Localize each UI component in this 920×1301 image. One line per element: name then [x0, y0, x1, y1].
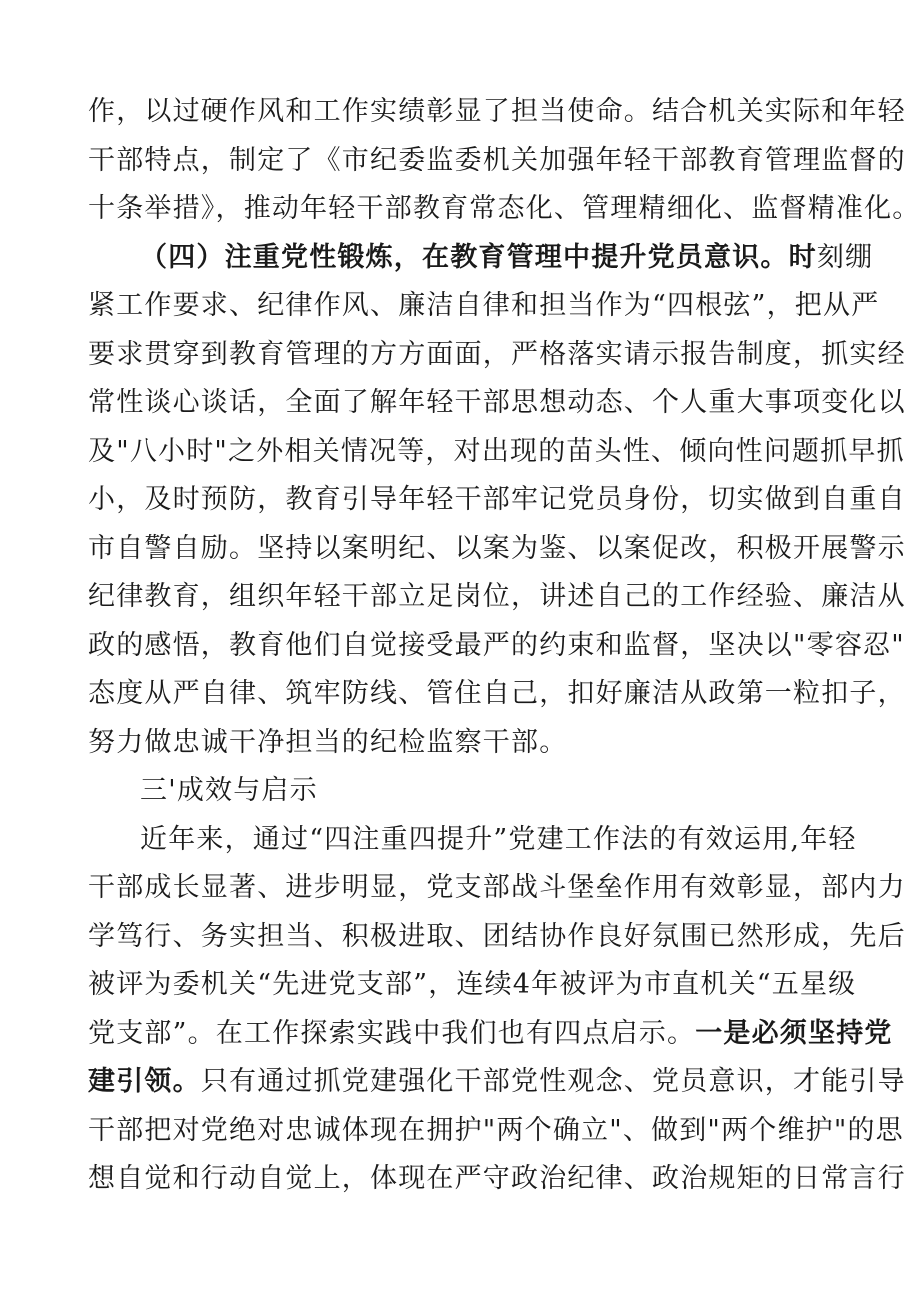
text-line	[88, 864, 906, 913]
text-segment: 干部把对党绝对忠诚体现在拥护"两个确立"、做到"两个维护"的思	[88, 1114, 904, 1146]
text-line	[88, 1107, 904, 1156]
text-line	[88, 1155, 906, 1204]
document-page	[88, 88, 920, 1204]
text-line	[88, 525, 906, 574]
bold-text-segment: （四）注重党性锻炼，在教育管理中提升党员意识。时	[140, 241, 817, 273]
text-line	[88, 961, 858, 1010]
text-line	[88, 282, 880, 331]
text-line	[88, 88, 906, 137]
text-line	[88, 476, 906, 525]
text-segment: 学笃行、务实担当、积极进取、团结协作良好氛围已然形成，先后	[88, 920, 906, 952]
text-line	[88, 913, 906, 962]
text-segment: 及"八小时"之外相关情况等，对出现的苗头性、倾向性问题抓早抓	[88, 435, 905, 467]
text-segment: 刻绷	[816, 241, 874, 273]
text-line	[88, 234, 874, 283]
text-segment: 干部成长显著、进步明显，党支部战斗堡垒作用有效彰显，部内力	[88, 872, 906, 903]
text-line	[88, 1010, 893, 1059]
text-line	[88, 331, 906, 380]
text-line	[88, 670, 906, 719]
text-segment: 被评为委机关“先进党支部”，连续4年被评为市直机关“五星级	[88, 969, 857, 1000]
text-segment: 要求贯穿到教育管理的方方面面，严格落实请示报告制度，抓实经	[88, 338, 906, 370]
text-segment: 干部特点，制定了《市纪委监委机关加强年轻干部教育管理监督的	[88, 144, 906, 176]
text-segment: 只有通过抓党建强化干部党性观念、党员意识，才能引导	[200, 1066, 906, 1097]
text-segment: 小，及时预防，教育引导年轻干部牢记党员身份，切实做到自重自	[88, 484, 906, 515]
bold-text-segment: 建引领。	[88, 1066, 201, 1097]
text-segment: 态度从严自律、筑牢防线、管住自己，扣好廉洁从政第一粒扣子，	[88, 678, 906, 709]
text-line	[88, 622, 905, 671]
text-line	[88, 185, 920, 234]
text-segment: 作，以过硬作风和工作实绩彰显了担当使命。结合机关实际和年轻	[88, 96, 906, 127]
text-line	[88, 137, 906, 186]
text-line	[88, 719, 858, 768]
text-segment: 政的感悟，教育他们自觉接受最严的约束和监督，坚决以"零容忍"	[88, 629, 905, 661]
text-line	[88, 573, 906, 622]
text-line	[88, 428, 905, 477]
text-segment: 近年来，通过“四注重四提升”党建工作法的有效运用,年轻	[140, 823, 857, 855]
text-segment: 努力做忠诚干净担当的纪检监察干部。	[88, 726, 568, 758]
text-segment: 想自觉和行动自觉上，体现在严守政治纪律、政治规矩的日常言行	[88, 1163, 906, 1194]
text-line	[88, 1058, 906, 1107]
text-segment: 市自警自励。坚持以案明纪、以案为鉴、以案促改，积极开展警示	[88, 532, 906, 564]
text-line	[88, 767, 858, 816]
bold-text-segment: 一是必须坚持党	[695, 1017, 893, 1049]
text-line	[88, 379, 906, 428]
text-line	[88, 816, 858, 865]
text-segment: 紧工作要求、纪律作风、廉洁自律和担当作为“四根弦”，把从严	[88, 290, 880, 321]
text-segment: 党支部”。在工作探索实践中我们也有四点启示。	[88, 1017, 696, 1049]
text-segment: 十条举措》，推动年轻干部教育常态化、管理精细化、监督精准化。	[88, 193, 920, 224]
text-segment: 常性谈心谈话，全面了解年轻干部思想动态、个人重大事项变化以	[88, 387, 906, 418]
text-segment: 纪律教育，组织年轻干部立足岗位，讲述自己的工作经验、廉洁从	[88, 581, 906, 612]
text-segment: 三'成效与启示	[140, 775, 318, 806]
